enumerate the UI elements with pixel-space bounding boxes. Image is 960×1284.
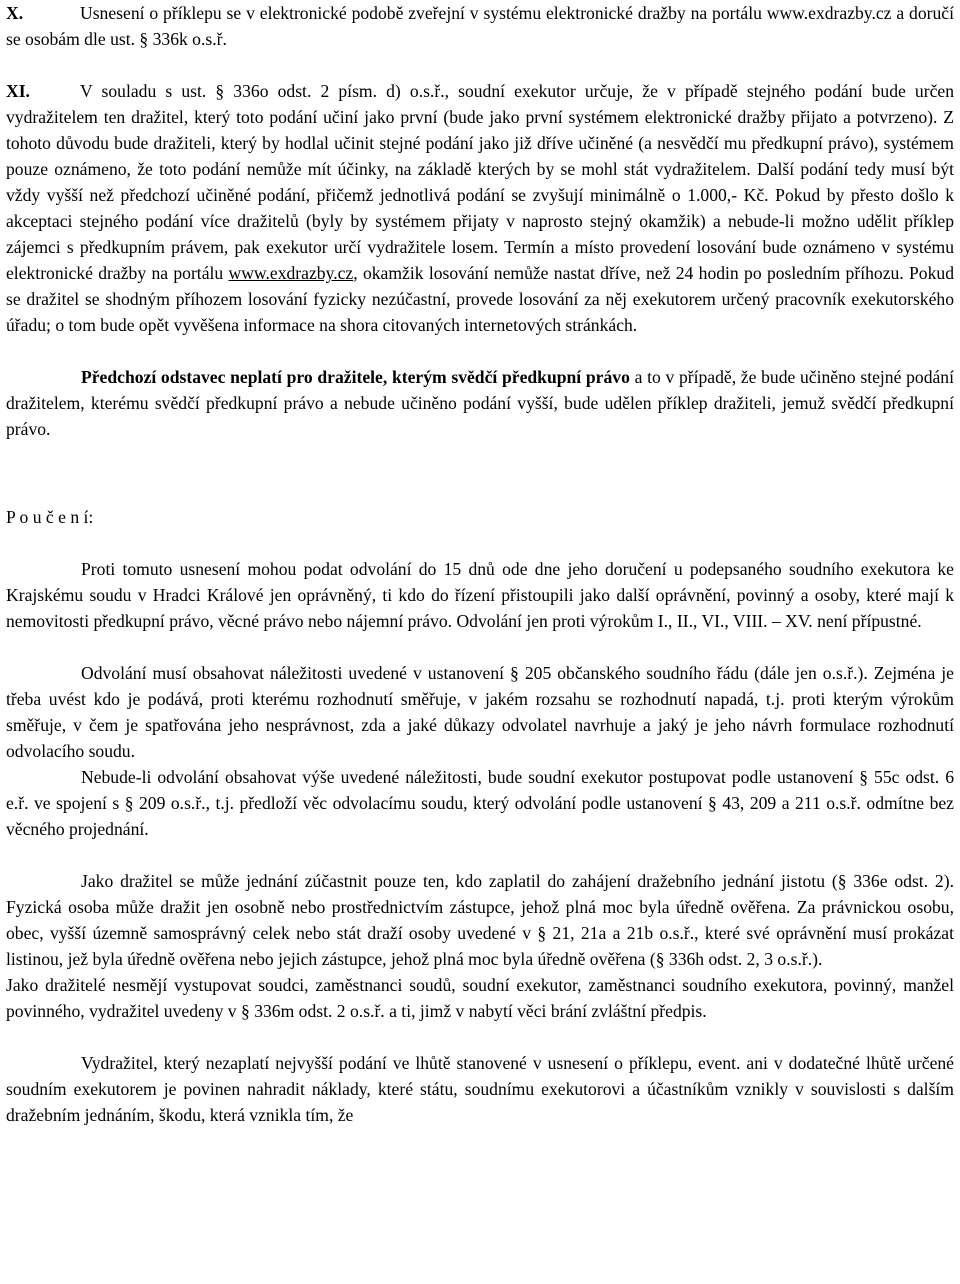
section-x-text: Usnesení o příklepu se v elektronické podobě zveřejní v systému elektronické dražby na portálu www.exdrazby.cz a doručí se osobám dle ust. § 336k o.s.ř. [6, 3, 954, 49]
predkupni-bold-text: Předchozí odstavec neplatí pro dražitele, kterým svědčí předkupní právo [81, 367, 630, 387]
pouceni-paragraph-6: Vydražitel, který nezaplatí nejvyšší podání ve lhůtě stanovené v usnesení o příklepu, event. ani v dodatečné lhůtě určené soudním exekutorem je povinen nahradit náklady, které státu, soudnímu exekutorovi a účastníkům vznikly v souvislosti s dalším dražebním jednáním, škodu, která vznikla tím, že [6, 1053, 954, 1125]
section-x [6, 0, 954, 52]
predkupni-rest-text: a to v případě, že bude učiněno stejné podání dražitelem, kterému svědčí předkupní právo a nebude učiněno podání vyšší, bude udělen příklep dražiteli, jemuž svědčí předkupní právo. [6, 367, 954, 439]
pouceni-paragraph-5: Jako dražitelé nesmějí vystupovat soudci, zaměstnanci soudů, soudní exekutor, zaměstnanci soudního exekutora, povinný, manžel povinného, vydražitel uvedeny v § 336m odst. 2 o.s.ř. a ti, jimž v nabytí věci brání zvláštní předpis. [6, 975, 954, 1021]
spacer [6, 634, 954, 660]
section-x-number: X. [6, 3, 24, 23]
pouceni-paragraph-3: Nebude-li odvolání obsahovat výše uvedené náležitosti, bude soudní exekutor postupovat podle ustanovení § 55c odst. 6 e.ř. ve spojení s § 209 o.s.ř., t.j. předloží věc odvolacímu soudu, který odvolání podle ustanovení § 43, 209 a 211 o.s.ř. odmítne bez věcného projednání. [6, 767, 954, 839]
pouceni-paragraph-4: Jako dražitel se může jednání zúčastnit pouze ten, kdo zaplatil do zahájení dražebního jednání jistotu (§ 336e odst. 2). Fyzická osoba může dražit jen osobně nebo prostřednictvím zástupce, jehož plná moc byla úředně ověřena. Za právnickou osobu, obec, vyšší územně samosprávný celek nebo stát draží osoby uvedené v § 21, 21a a 21b o.s.ř., které své oprávnění musí prokázat listinou, jež byla úředně ověřena nebo jejich zástupce, jehož plná moc byla úředně ověřena (§ 336h odst. 2, 3 o.s.ř.). [6, 871, 954, 969]
spacer [6, 530, 954, 556]
spacer [6, 338, 954, 364]
pouceni-paragraph-2: Odvolání musí obsahovat náležitosti uvedené v ustanovení § 205 občanského soudního řádu (dále jen o.s.ř.). Zejména je třeba uvést kdo je podává, proti kterému rozhodnutí směřuje, v jakém rozsahu se rozhodnutí napadá, t.j. proti kterým výrokům směřuje, v čem je spatřována jeho nesprávnost, zda a jaké důkazy odvolatel navrhuje a jaký je jeho návrh formulace rozhodnutí odvolacího soudu. [6, 663, 954, 761]
section-xi-text-b: , okamžik losování nemůže nastat dříve, než 24 hodin po posledním příhozu. Pokud se dražitel se shodným příhozem losování fyzicky nezúčastní, provede losování za něj exekutorem určený pracovník exekutorského úřadu; o tom bude opět vyvěšena informace na shora citovaných internetových stránkách. [6, 263, 954, 335]
section-xi-number: XI. [6, 81, 30, 101]
pouceni-heading: P o u č e n í: [6, 507, 94, 527]
spacer [6, 1024, 954, 1050]
spacer [6, 442, 954, 504]
spacer [6, 52, 954, 78]
predkupni-paragraph [6, 364, 954, 442]
section-xi [6, 78, 954, 338]
exdrazby-link[interactable]: www.exdrazby.cz [228, 263, 354, 283]
pouceni-paragraph-1: Proti tomuto usnesení mohou podat odvolání do 15 dnů ode dne jeho doručení u podepsaného soudního exekutora ke Krajskému soudu v Hradci Králové jen oprávněný, ti kdo do řízení přistoupili jako další oprávnění, povinný a osoby, které mají k nemovitosti předkupní právo, věcné právo nebo nájemní právo. Odvolání jen proti výrokům I., II., VI., VIII. – XV. není přípustné. [6, 559, 954, 631]
section-xi-text-a: V souladu s ust. § 336o odst. 2 písm. d) o.s.ř., soudní exekutor určuje, že v případě stejného podání bude určen vydražitelem ten dražitel, který toto podání učiní jako první (bude jako první systémem elektronické dražby přijato a potvrzeno). Z tohoto důvodu bude dražiteli, který by hodlal učinit stejné podání jako již dříve učiněné (a nesvědčí mu předkupní právo), systémem pouze oznámeno, že toto podání nemůže mít účinky, na základě kterých by se mohl stát vydražitelem. Další podání tedy musí být vždy vyšší než předchozí učiněné podání, přičemž jednotlivá podání se zvyšují minimálně o 1.000,- Kč. Pokud by přesto došlo k akceptaci stejného podání více dražitelů (byly by systémem přijaty v naprosto stejný okamžik) a nebude-li možno udělit příklep zájemci s předkupním právem, pak exekutor určí vydražitele losem. Termín a místo provedení losování bude oznámeno v systému elektronické dražby na portálu [6, 81, 954, 283]
spacer [6, 842, 954, 868]
